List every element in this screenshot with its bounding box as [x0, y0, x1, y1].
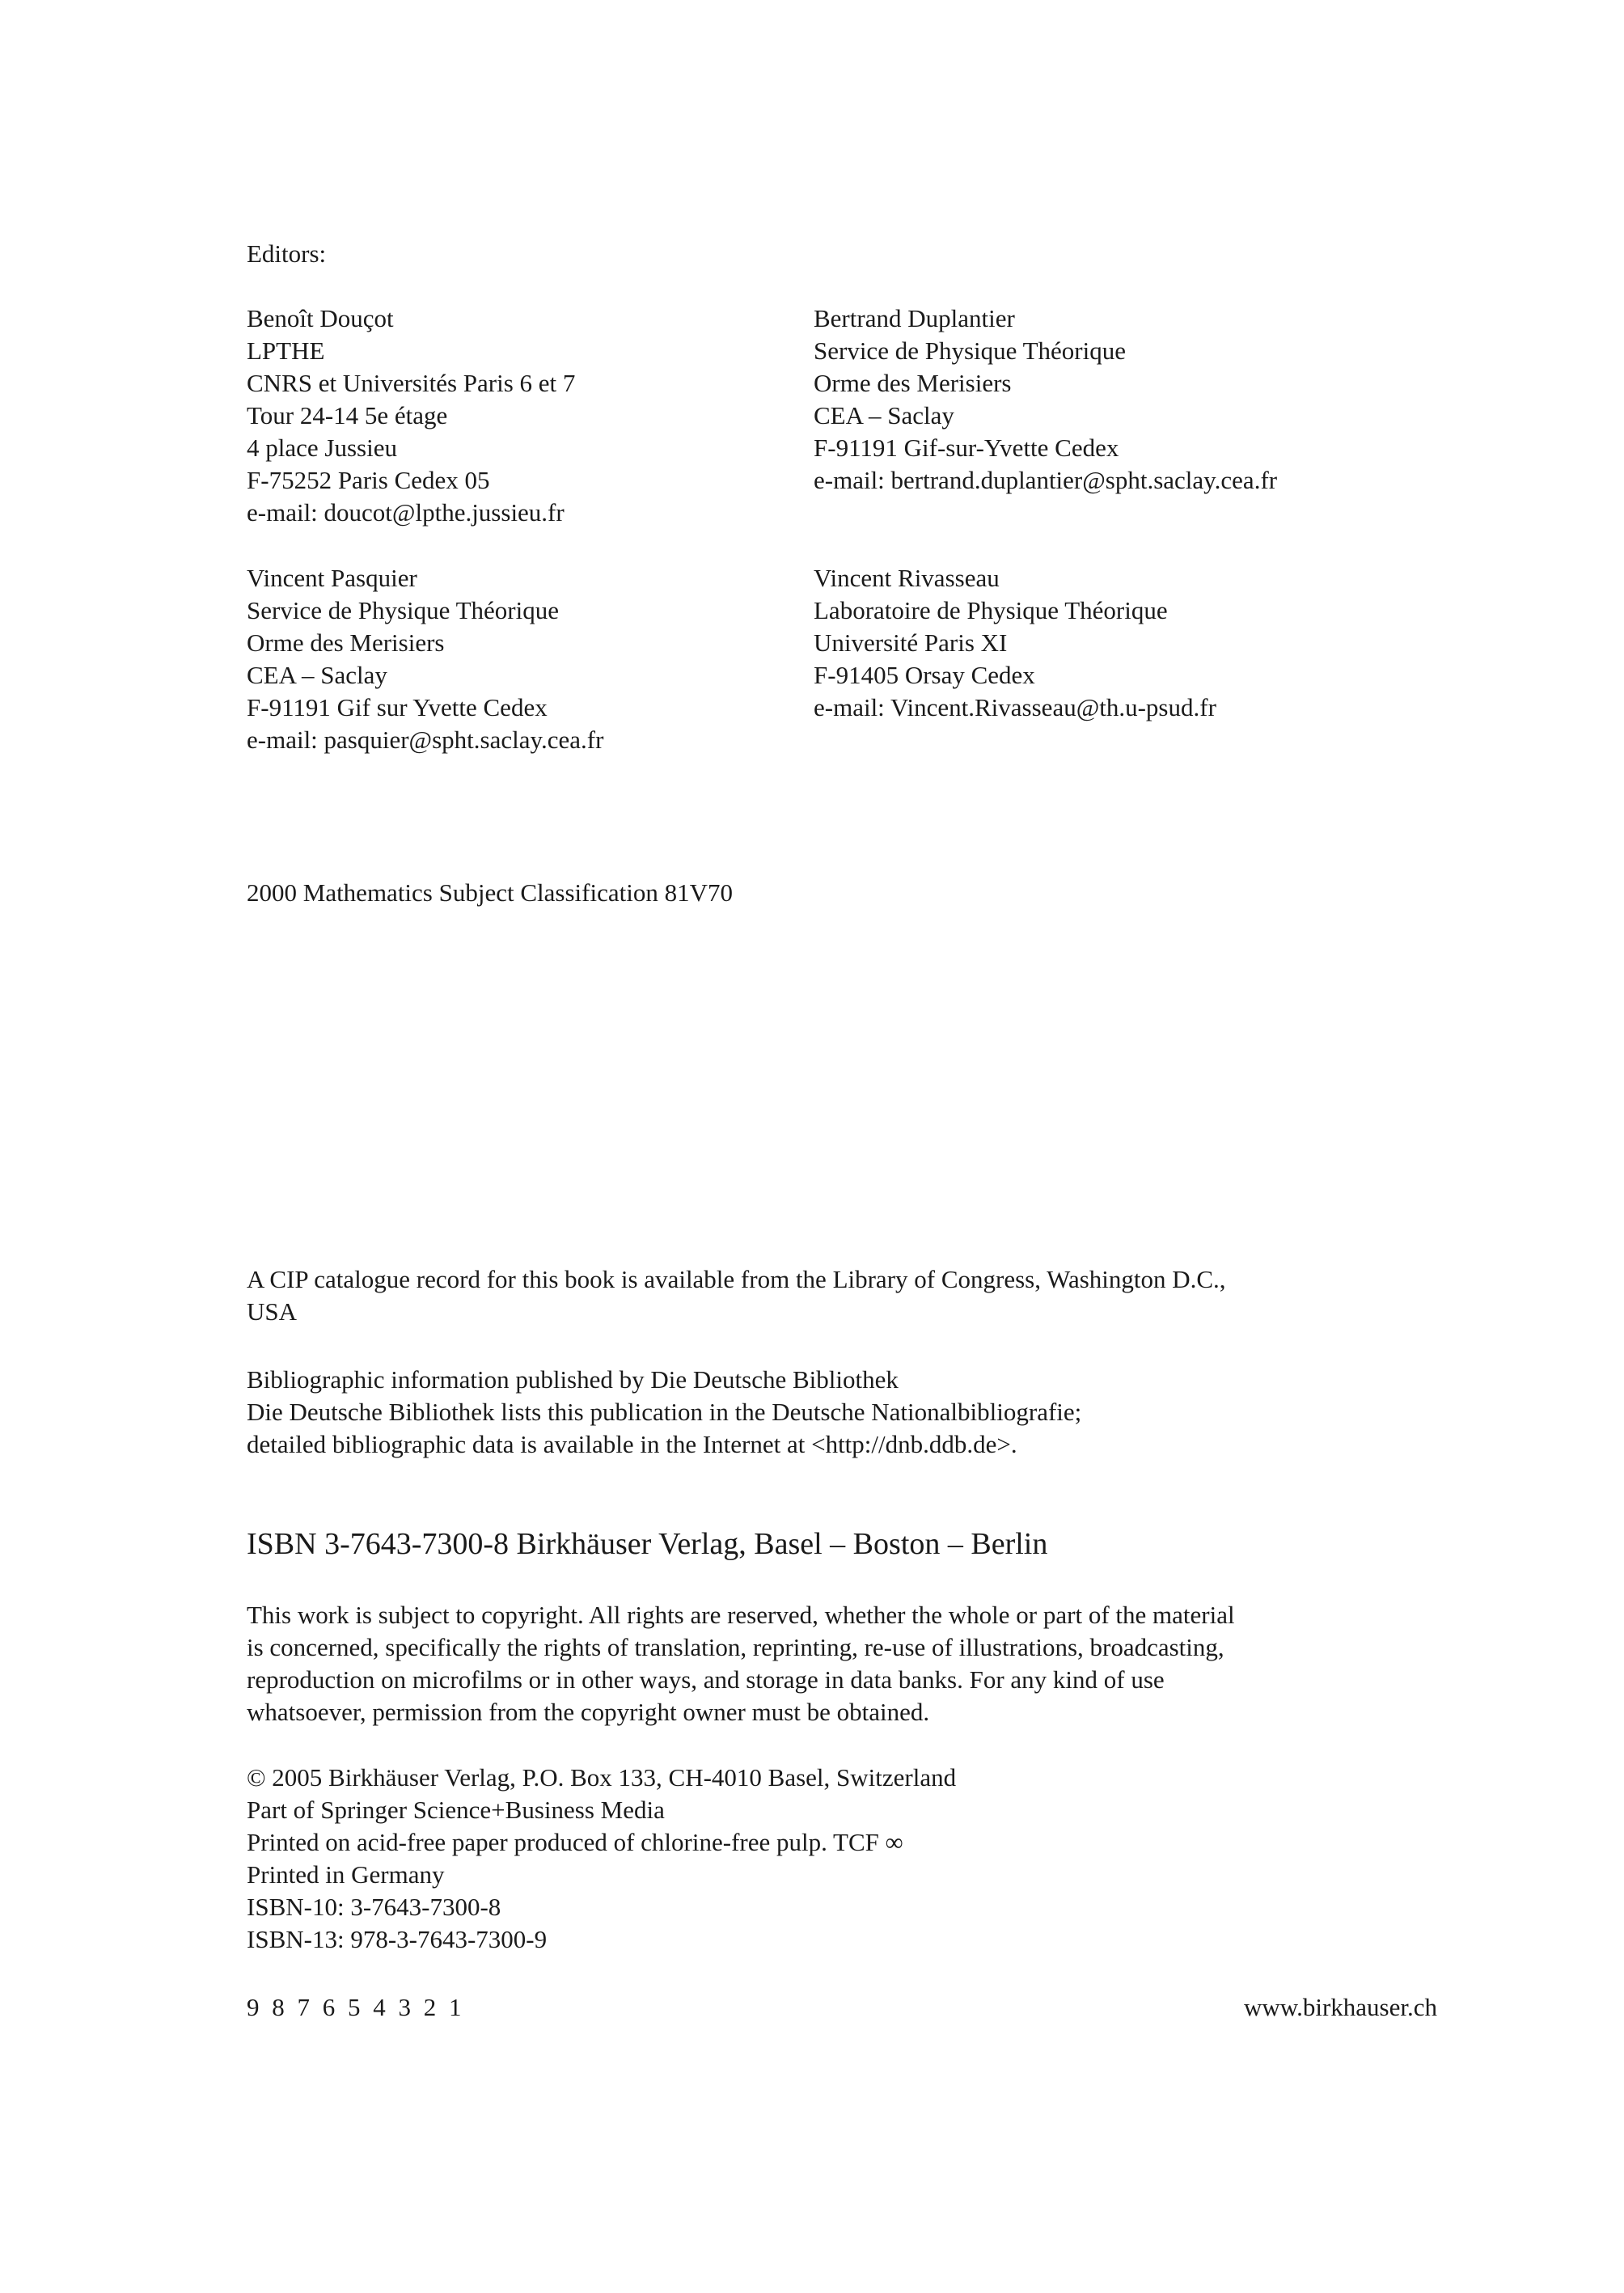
editor-email: e-mail: Vincent.Rivasseau@th.u-psud.fr — [814, 693, 1216, 721]
cip-record — [247, 1263, 1427, 1328]
subject-classification: 2000 Mathematics Subject Classification 81V70 — [247, 878, 733, 907]
copyright-line: is concerned, specifically the rights of translation, reprinting, re-use of illustrations, broadcasting, — [247, 1633, 1224, 1661]
imprint-line: © 2005 Birkhäuser Verlag, P.O. Box 133, CH-4010 Basel, Switzerland — [247, 1763, 957, 1792]
biblio-line: Die Deutsche Bibliothek lists this publication in the Deutsche Nationalbibliografie; — [247, 1398, 1082, 1426]
editor-address-line: CNRS et Universités Paris 6 et 7 — [247, 369, 576, 397]
editor-address-line: F-75252 Paris Cedex 05 — [247, 466, 490, 494]
editor-address-line: CEA – Saclay — [814, 401, 954, 429]
imprint-line: Printed in Germany — [247, 1860, 445, 1889]
editor-affiliation: LPTHE — [247, 336, 325, 365]
printer-key-line: 9 8 7 6 5 4 3 2 1 — [247, 1993, 465, 2021]
editor-address-line: Orme des Merisiers — [814, 369, 1012, 397]
editor-address-line: Université Paris XI — [814, 628, 1008, 657]
biblio-line: Bibliographic information published by Die Deutsche Bibliothek — [247, 1365, 899, 1394]
editor-address-line: F-91405 Orsay Cedex — [814, 661, 1035, 689]
editor-email: e-mail: doucot@lpthe.jussieu.fr — [247, 498, 565, 527]
editor-address-line: F-91191 Gif sur Yvette Cedex — [247, 693, 548, 721]
editor-email: e-mail: bertrand.duplantier@spht.saclay.cea.fr — [814, 466, 1278, 494]
copyright-line: This work is subject to copyright. All rights are reserved, whether the whole or part of the material — [247, 1601, 1235, 1629]
editor-address-line: Orme des Merisiers — [247, 628, 445, 657]
editor-name: Bertrand Duplantier — [814, 304, 1015, 332]
cip-line: USA — [247, 1297, 298, 1326]
editor-address-line: F-91191 Gif-sur-Yvette Cedex — [814, 434, 1119, 462]
editor-address-line: CEA – Saclay — [247, 661, 387, 689]
imprint-line: Printed on acid-free paper produced of chlorine-free pulp. TCF ∞ — [247, 1828, 903, 1856]
bibliographic-info — [247, 1364, 1427, 1461]
editor-address-line: 4 place Jussieu — [247, 434, 397, 462]
cip-line: A CIP catalogue record for this book is available from the Library of Congress, Washington D.C., — [247, 1265, 1226, 1293]
imprint-block — [247, 1762, 1427, 1956]
editor-email: e-mail: pasquier@spht.saclay.cea.fr — [247, 726, 604, 754]
copyright-line: whatsoever, permission from the copyright owner must be obtained. — [247, 1698, 930, 1726]
editor-block-duplantier — [814, 302, 1380, 497]
imprint-line: Part of Springer Science+Business Media — [247, 1796, 665, 1824]
copyright-line: reproduction on microfilms or in other ways, and storage in data banks. For any kind of use — [247, 1665, 1165, 1694]
editors-label: Editors: — [247, 239, 327, 268]
isbn-headline: ISBN 3-7643-7300-8 Birkhäuser Verlag, Basel – Boston – Berlin — [247, 1527, 1048, 1561]
editor-address-line: Tour 24-14 5e étage — [247, 401, 448, 429]
editor-block-pasquier — [247, 562, 813, 756]
isbn-13: ISBN-13: 978-3-7643-7300-9 — [247, 1925, 548, 1953]
editor-name: Vincent Pasquier — [247, 564, 417, 592]
editor-affiliation: Service de Physique Théorique — [814, 336, 1126, 365]
publisher-website: www.birkhauser.ch — [1243, 1993, 1437, 2021]
editor-block-doucot — [247, 302, 813, 529]
editor-name: Benoît Douçot — [247, 304, 394, 332]
copyright-notice — [247, 1599, 1427, 1728]
isbn-10: ISBN-10: 3-7643-7300-8 — [247, 1893, 501, 1921]
editor-affiliation: Service de Physique Théorique — [247, 596, 559, 624]
editor-affiliation: Laboratoire de Physique Théorique — [814, 596, 1168, 624]
editor-name: Vincent Rivasseau — [814, 564, 1000, 592]
editor-block-rivasseau — [814, 562, 1380, 724]
biblio-line: detailed bibliographic data is available in the Internet at <http://dnb.ddb.de>. — [247, 1430, 1017, 1458]
